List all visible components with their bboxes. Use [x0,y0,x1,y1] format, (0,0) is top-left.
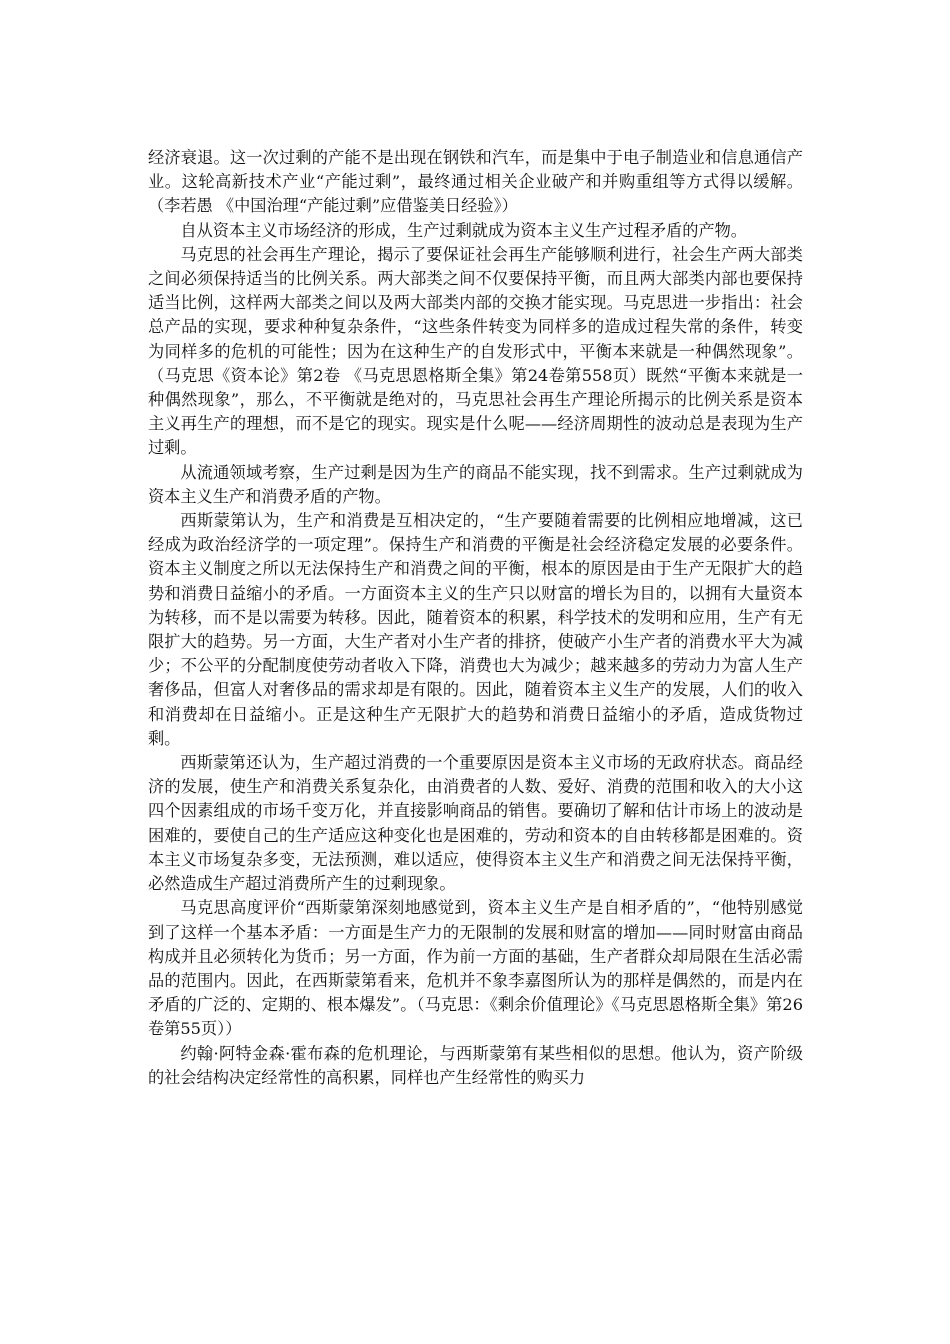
paragraph-7: 马克思高度评价“西斯蒙第深刻地感觉到，资本主义生产是自相矛盾的”，“他特别感觉到了这样一个基本矛盾：一方面是生产力的无限制的发展和财富的增加——同时财富由商品构成并且必须转化为货币；另一方面，作为前一方面的基础，生产者群众却局限在生活必需品的范围内。因此，在西斯蒙第看来，危机并不象李嘉图所认为的那样是偶然的，而是内在矛盾的广泛的、定期的、根本爆发”。（马克思：《剩余价值理论》《马克思恩格斯全集》第26卷第55页）） [148,898,803,1039]
paragraph-6: 西斯蒙第还认为，生产超过消费的一个重要原因是资本主义市场的无政府状态。商品经济的发展，使生产和消费关系复杂化，由消费者的人数、爱好、消费的范围和收入的大小这四个因素组成的市场千变万化，并直接影响商品的销售。要确切了解和估计市场上的波动是困难的，要使自己的生产适应这种变化也是困难的，劳动和资本的自由转移都是困难的。资本主义市场复杂多变，无法预测，难以适应，使得资本主义生产和消费之间无法保持平衡，必然造成生产超过消费所产生的过剩现象。 [148,753,803,894]
paragraph-4: 从流通领域考察，生产过剩是因为生产的商品不能实现，找不到需求。生产过剩就成为资本主义生产和消费矛盾的产物。 [148,462,803,506]
paragraph-3: 马克思的社会再生产理论，揭示了要保证社会再生产能够顺利进行，社会生产两大部类之间必须保持适当的比例关系。两大部类之间不仅要保持平衡，而且两大部类内部也要保持适当比例，这样两大部类之间以及两大部类内部的交换才能实现。马克思进一步指出：社会总产品的实现，要求种种复杂条件，“这些条件转变为同样多的造成过程失常的条件，转变为同样多的危机的可能性；因为在这种生产的自发形式中，平衡本来就是一种偶然现象”。（马克思《资本论》第2卷 《马克思恩格斯全集》第24卷第558页）既然“平衡本来就是一种偶然现象”，那么，不平衡就是绝对的，马克思社会再生产理论所揭示的比例关系是资本主义再生产的理想，而不是它的现实。现实是什么呢——经济周期性的波动总是表现为生产过剩。 [148,244,803,458]
document-page [148,146,803,1090]
paragraph-8: 约翰·阿特金森·霍布森的危机理论，与西斯蒙第有某些相似的思想。他认为，资产阶级的社会结构决定经常性的高积累，同样也产生经常性的购买力 [148,1043,803,1087]
paragraph-5: 西斯蒙第认为，生产和消费是互相决定的，“生产要随着需要的比例相应地增减，这已经成为政治经济学的一项定理”。保持生产和消费的平衡是社会经济稳定发展的必要条件。资本主义制度之所以无法保持生产和消费之间的平衡，根本的原因是由于生产无限扩大的趋势和消费日益缩小的矛盾。一方面资本主义的生产只以财富的增长为目的，以拥有大量资本为转移，而不是以需要为转移。因此，随着资本的积累，科学技术的发明和应用，生产有无限扩大的趋势。另一方面，大生产者对小生产者的排挤，使破产小生产者的消费水平大为减少；不公平的分配制度使劳动者收入下降，消费也大为减少；越来越多的劳动力为富人生产奢侈品，但富人对奢侈品的需求却是有限的。因此，随着资本主义生产的发展，人们的收入和消费却在日益缩小。正是这种生产无限扩大的趋势和消费日益缩小的矛盾，造成货物过剩。 [148,511,803,748]
paragraph-2: 自从资本主义市场经济的形成，生产过剩就成为资本主义生产过程矛盾的产物。 [180,220,747,240]
paragraph-1: 经济衰退。这一次过剩的产能不是出现在钢铁和汽车，而是集中于电子制造业和信息通信产业。这轮高新技术产业“产能过剩”，最终通过相关企业破产和并购重组等方式得以缓解。（李若愚 《中国治理“产能过剩”应借鉴美日经验》） [148,148,803,216]
